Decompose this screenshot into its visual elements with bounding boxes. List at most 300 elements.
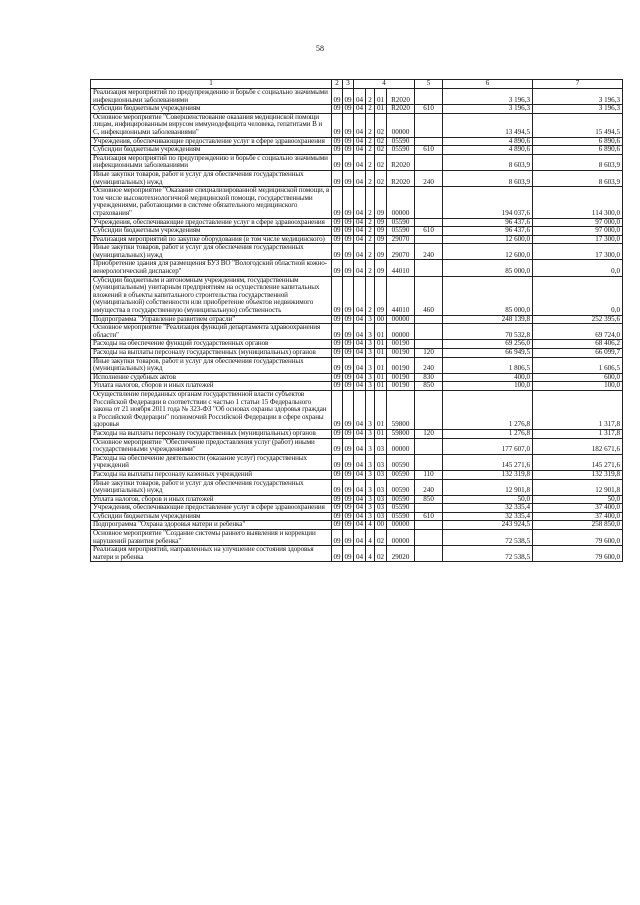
- header-cell-1: 1: [91, 80, 332, 89]
- table-row: [91, 495, 623, 504]
- direction-cell: 00190: [387, 357, 415, 373]
- amount-year2-cell: 1 317,8: [533, 390, 623, 429]
- amount-year2-cell: 100,0: [533, 382, 623, 391]
- subprogram-cell: 3: [366, 495, 375, 504]
- amount-year2-cell: 15 494,5: [533, 113, 623, 137]
- direction-cell: 00000: [387, 315, 415, 324]
- amount-year1-cell: 69 256,0: [443, 340, 533, 349]
- table-row: [91, 340, 623, 349]
- expense-type-cell: 610: [415, 105, 443, 114]
- section-cell: 09: [332, 546, 343, 562]
- subprogram-cell: 2: [366, 276, 375, 315]
- program-cell: 04: [354, 479, 366, 495]
- program-cell: 04: [354, 187, 366, 218]
- subprogram-cell: 3: [366, 438, 375, 454]
- program-cell: 04: [354, 218, 366, 227]
- row-name-cell: Реализация мероприятий по закупке оборудования (в том числе медицинского): [91, 235, 332, 244]
- table-row: [91, 260, 623, 276]
- direction-cell: 05590: [387, 137, 415, 146]
- header-cell-7: 7: [533, 80, 623, 89]
- expense-type-cell: 120: [415, 349, 443, 358]
- subsection-cell: 09: [343, 530, 354, 546]
- subsection-cell: 09: [343, 89, 354, 105]
- subprogram-cell: 3: [366, 324, 375, 340]
- section-cell: 09: [332, 154, 343, 170]
- amount-year2-cell: 132 319,8: [533, 470, 623, 479]
- row-name-cell: Основное мероприятие "Совершенствование оказания медицинской помощи лицам, инфицированным вирусом иммунодефицита человека, гепатитами В и С, инфекционными заболеваниями": [91, 113, 332, 137]
- program-cell: 04: [354, 349, 366, 358]
- amount-year1-cell: 4 890,6: [443, 137, 533, 146]
- table-row: [91, 154, 623, 170]
- section-cell: 09: [333, 235, 341, 243]
- subsection-cell: 09: [344, 348, 352, 356]
- amount-year2-cell: 1 606,5: [533, 357, 623, 373]
- direction-cell: 05590: [387, 227, 415, 236]
- event-cell: 01: [375, 373, 387, 382]
- header-cell-3: 3: [343, 80, 354, 89]
- table-row: [91, 504, 623, 513]
- event-cell: 01: [375, 390, 387, 429]
- amount-year1-cell: 85 000,0: [443, 260, 533, 276]
- direction-cell: R2020: [387, 170, 415, 186]
- direction-cell: 05590: [387, 512, 415, 521]
- expense-type-cell: [415, 324, 443, 340]
- expense-type-cell: 240: [415, 244, 443, 260]
- subsection-cell: 09: [344, 520, 352, 529]
- program-cell: 04: [354, 260, 366, 276]
- amount-year1-cell: 12 901,8: [443, 479, 533, 495]
- section-cell: 09: [333, 339, 341, 348]
- event-cell: 01: [375, 89, 387, 105]
- event-cell: 03: [375, 454, 387, 470]
- table-row: [91, 470, 623, 479]
- amount-year2-cell: 17 300,0: [533, 244, 623, 260]
- subsection-cell: 09: [344, 339, 352, 348]
- amount-year1-cell: 32 335,4: [443, 512, 533, 521]
- amount-year2-cell: 8 603,9: [533, 154, 623, 170]
- row-name-cell: Расходы на обеспечение деятельности (оказание услуг) государственных учреждений: [91, 454, 332, 470]
- expense-type-cell: 830: [415, 373, 443, 382]
- amount-year2-cell: 17 300,0: [533, 235, 623, 244]
- event-cell: 03: [375, 504, 387, 513]
- section-cell: 09: [333, 104, 341, 113]
- event-cell: 02: [375, 530, 387, 546]
- section-cell: 09: [333, 512, 341, 520]
- subprogram-cell: 2: [366, 105, 375, 114]
- budget-table: [90, 79, 623, 562]
- section-cell: 09: [333, 503, 341, 512]
- table-row: [91, 276, 623, 315]
- direction-cell: R2020: [387, 105, 415, 114]
- subsection-cell: 09: [344, 495, 352, 503]
- row-name-cell: Осуществление переданных органам государственной власти субъектов Российской Федерации в соответствии с частью 1 статьи 15 Федерального закона от 21 ноября 2011 года № 323-ФЗ "Об основах охраны здоровья граждан в Российской Федерации" полномочий Российской Федерации в сфере охраны здоровья: [91, 390, 332, 429]
- row-name-cell: Основное мероприятие "Обеспечение предоставления услуг (работ) иными государственными учреждениями": [91, 438, 332, 454]
- table-row: [91, 438, 623, 454]
- expense-type-cell: [415, 438, 443, 454]
- row-name-cell: Исполнение судебных актов: [91, 373, 332, 382]
- subsection-cell: 09: [343, 154, 354, 170]
- event-cell: 09: [375, 235, 387, 244]
- subprogram-cell: 4: [366, 521, 375, 530]
- direction-cell: 00590: [387, 470, 415, 479]
- direction-cell: 59800: [387, 429, 415, 438]
- amount-year2-cell: 37 400,0: [533, 504, 623, 513]
- subsection-cell: 09: [344, 235, 352, 243]
- table-row: [91, 530, 623, 546]
- expense-type-cell: 610: [415, 146, 443, 155]
- program-cell: 04: [354, 340, 366, 349]
- table-row: [91, 429, 623, 438]
- amount-year2-cell: 114 300,0: [533, 187, 623, 218]
- amount-year2-cell: 8 603,9: [533, 170, 623, 186]
- program-cell: 04: [354, 429, 366, 438]
- subprogram-cell: 2: [366, 260, 375, 276]
- row-name-cell: Подпрограмма "Охрана здоровья матери и ребенка": [91, 521, 332, 530]
- program-cell: 04: [354, 438, 366, 454]
- program-cell: 04: [354, 244, 366, 260]
- row-name-cell: Уплата налогов, сборов и иных платежей: [91, 495, 332, 504]
- subprogram-cell: 2: [366, 154, 375, 170]
- expense-type-cell: [415, 315, 443, 324]
- direction-cell: 05590: [387, 146, 415, 155]
- subprogram-cell: 2: [366, 89, 375, 105]
- table-row: [91, 89, 623, 105]
- row-name-cell: Расходы на выплаты персоналу государственных (муниципальных) органов: [91, 429, 332, 438]
- row-name-cell: Приобретение здания для размещения БУЗ ВО "Вологодский областной кожно-венерологический диспансер": [91, 260, 332, 276]
- program-cell: 04: [354, 454, 366, 470]
- program-cell: 04: [354, 227, 366, 236]
- section-cell: 09: [332, 324, 343, 340]
- subsection-cell: 09: [343, 390, 354, 429]
- subsection-cell: 09: [343, 170, 354, 186]
- table-row: [91, 390, 623, 429]
- program-cell: 04: [354, 357, 366, 373]
- subprogram-cell: 3: [366, 382, 375, 391]
- table-row: [91, 235, 623, 244]
- header-row: [91, 80, 623, 89]
- amount-year1-cell: 132 319,8: [443, 470, 533, 479]
- amount-year2-cell: 97 000,0: [533, 218, 623, 227]
- expense-type-cell: [415, 260, 443, 276]
- table-row: [91, 137, 623, 146]
- direction-cell: 44010: [387, 276, 415, 315]
- direction-cell: R2020: [387, 154, 415, 170]
- subsection-cell: 09: [343, 260, 354, 276]
- table-row: [91, 113, 623, 137]
- expense-type-cell: [415, 187, 443, 218]
- section-cell: 09: [332, 113, 343, 137]
- table-row: [91, 521, 623, 530]
- expense-type-cell: [415, 390, 443, 429]
- expense-type-cell: 850: [415, 382, 443, 391]
- table-row: [91, 170, 623, 186]
- subsection-cell: 09: [343, 276, 354, 315]
- expense-type-cell: [415, 504, 443, 513]
- amount-year2-cell: 182 671,6: [533, 438, 623, 454]
- row-name-cell: Учреждения, обеспечивающие предоставление услуг в сфере здравоохранения: [91, 504, 332, 513]
- table-row: [91, 187, 623, 218]
- event-cell: 03: [375, 512, 387, 521]
- table-row: [91, 244, 623, 260]
- section-cell: 09: [333, 145, 341, 154]
- amount-year1-cell: 32 335,4: [443, 504, 533, 513]
- row-name-cell: Реализация мероприятий по предупреждению и борьбе с социально значимыми инфекционными заболеваниями: [91, 89, 332, 105]
- row-name-cell: Расходы на выплаты персоналу казенных учреждений: [91, 470, 332, 479]
- amount-year2-cell: 6 890,6: [533, 137, 623, 146]
- section-cell: 09: [333, 218, 341, 226]
- event-cell: 09: [375, 218, 387, 227]
- amount-year2-cell: 600,0: [533, 373, 623, 382]
- table-row: [91, 512, 623, 521]
- table-row: [91, 382, 623, 391]
- row-name-cell: Основное мероприятие "Создание системы раннего выявления и коррекции нарушений развития ребенка": [91, 530, 332, 546]
- direction-cell: 00000: [387, 113, 415, 137]
- subsection-cell: 09: [343, 324, 354, 340]
- subsection-cell: 09: [343, 438, 354, 454]
- amount-year2-cell: 68 406,2: [533, 340, 623, 349]
- amount-year2-cell: 252 395,6: [533, 315, 623, 324]
- section-cell: 09: [333, 373, 341, 381]
- program-cell: 04: [354, 373, 366, 382]
- subsection-cell: 09: [343, 479, 354, 495]
- amount-year1-cell: 70 532,8: [443, 324, 533, 340]
- subprogram-cell: 3: [366, 479, 375, 495]
- expense-type-cell: [415, 113, 443, 137]
- table-row: [91, 218, 623, 227]
- section-cell: 09: [333, 348, 341, 356]
- row-name-cell: Иные закупки товаров, работ и услуг для обеспечения государственных (муниципальных) нужд: [91, 170, 332, 186]
- expense-type-cell: [415, 546, 443, 562]
- table-row: [91, 349, 623, 358]
- event-cell: 02: [375, 137, 387, 146]
- program-cell: 04: [354, 315, 366, 324]
- program-cell: 04: [354, 382, 366, 391]
- program-cell: 04: [354, 146, 366, 155]
- subsection-cell: 09: [343, 244, 354, 260]
- direction-cell: 00590: [387, 479, 415, 495]
- expense-type-cell: [415, 89, 443, 105]
- amount-year1-cell: 177 607,0: [443, 438, 533, 454]
- subsection-cell: 09: [344, 512, 352, 520]
- direction-cell: 00190: [387, 382, 415, 391]
- expense-type-cell: 460: [415, 276, 443, 315]
- subsection-cell: 09: [344, 315, 352, 323]
- amount-year1-cell: 243 924,5: [443, 521, 533, 530]
- program-cell: 04: [354, 113, 366, 137]
- program-cell: 04: [354, 324, 366, 340]
- row-name-cell: Иные закупки товаров, работ и услуг для обеспечения государственных (муниципальных) нужд: [91, 244, 332, 260]
- row-name-cell: Учреждения, обеспечивающие предоставление услуг в сфере здравоохранения: [91, 137, 332, 146]
- program-cell: 04: [354, 276, 366, 315]
- expense-type-cell: 240: [415, 357, 443, 373]
- subsection-cell: 09: [344, 470, 352, 478]
- event-cell: 09: [375, 276, 387, 315]
- subprogram-cell: 3: [366, 340, 375, 349]
- amount-year2-cell: 97 000,0: [533, 227, 623, 236]
- amount-year1-cell: 3 196,3: [443, 105, 533, 114]
- amount-year1-cell: 145 271,6: [443, 454, 533, 470]
- table-row: [91, 454, 623, 470]
- subprogram-cell: 4: [366, 530, 375, 546]
- amount-year1-cell: 72 538,5: [443, 546, 533, 562]
- event-cell: 03: [375, 495, 387, 504]
- amount-year2-cell: 6 890,6: [533, 146, 623, 155]
- direction-cell: 00000: [387, 530, 415, 546]
- table-row: [91, 357, 623, 373]
- amount-year1-cell: 85 000,0: [443, 276, 533, 315]
- subsection-cell: 09: [344, 104, 352, 113]
- expense-type-cell: 610: [415, 512, 443, 521]
- program-cell: 04: [354, 512, 366, 521]
- amount-year1-cell: 13 494,5: [443, 113, 533, 137]
- amount-year1-cell: 194 037,6: [443, 187, 533, 218]
- event-cell: 02: [375, 546, 387, 562]
- event-cell: 01: [375, 357, 387, 373]
- row-name-cell: Иные закупки товаров, работ и услуг для обеспечения государственных (муниципальных) нужд: [91, 357, 332, 373]
- section-cell: 09: [332, 260, 343, 276]
- direction-cell: 00000: [387, 438, 415, 454]
- row-name-cell: Субсидии бюджетным учреждениям: [91, 512, 332, 521]
- row-name-cell: Основное мероприятие "Оказание специализированной медицинской помощи, в том числе высокотехнологичной медицинской помощи, государственными учреждениями, работающими в системе обязательного медицинского страхования": [91, 187, 332, 218]
- section-cell: 09: [332, 89, 343, 105]
- subsection-cell: 09: [343, 546, 354, 562]
- program-cell: 04: [354, 521, 366, 530]
- subsection-cell: 09: [344, 381, 352, 390]
- event-cell: 01: [375, 382, 387, 391]
- subsection-cell: 09: [344, 137, 352, 145]
- expense-type-cell: 610: [415, 227, 443, 236]
- section-cell: 09: [333, 520, 341, 529]
- subprogram-cell: 3: [366, 454, 375, 470]
- row-name-cell: Субсидии бюджетным учреждениям: [91, 105, 332, 114]
- expense-type-cell: [415, 530, 443, 546]
- section-cell: 09: [332, 479, 343, 495]
- amount-year2-cell: 3 196,3: [533, 89, 623, 105]
- subprogram-cell: 3: [366, 470, 375, 479]
- section-cell: 09: [332, 187, 343, 218]
- subprogram-cell: 2: [366, 187, 375, 218]
- row-name-cell: Учреждения, обеспечивающие предоставление услуг в сфере здравоохранения: [91, 218, 332, 227]
- subsection-cell: 09: [343, 454, 354, 470]
- subprogram-cell: 2: [366, 244, 375, 260]
- amount-year1-cell: 1 806,5: [443, 357, 533, 373]
- direction-cell: 05590: [387, 504, 415, 513]
- subprogram-cell: 3: [366, 512, 375, 521]
- table-row: [91, 227, 623, 236]
- subsection-cell: 09: [344, 226, 352, 235]
- amount-year2-cell: 50,0: [533, 495, 623, 504]
- direction-cell: 29070: [387, 235, 415, 244]
- header-cell-2: 2: [332, 80, 343, 89]
- amount-year2-cell: 0,0: [533, 276, 623, 315]
- subsection-cell: 09: [344, 145, 352, 154]
- section-cell: 09: [333, 495, 341, 503]
- expense-type-cell: [415, 137, 443, 146]
- section-cell: 09: [333, 429, 341, 437]
- program-cell: 04: [354, 89, 366, 105]
- subsection-cell: 09: [343, 357, 354, 373]
- subprogram-cell: 4: [366, 546, 375, 562]
- row-name-cell: Подпрограмма "Управление развитием отрасли": [91, 315, 332, 324]
- expense-type-cell: 240: [415, 479, 443, 495]
- amount-year2-cell: 258 850,0: [533, 521, 623, 530]
- direction-cell: 00190: [387, 340, 415, 349]
- expense-type-cell: [415, 521, 443, 530]
- program-cell: 04: [354, 105, 366, 114]
- section-cell: 09: [333, 226, 341, 235]
- amount-year2-cell: 69 724,0: [533, 324, 623, 340]
- subprogram-cell: 2: [366, 146, 375, 155]
- amount-year1-cell: 50,0: [443, 495, 533, 504]
- direction-cell: 00190: [387, 349, 415, 358]
- subprogram-cell: 2: [366, 227, 375, 236]
- amount-year1-cell: 400,0: [443, 373, 533, 382]
- amount-year1-cell: 248 139,8: [443, 315, 533, 324]
- amount-year2-cell: 79 600,0: [533, 546, 623, 562]
- program-cell: 04: [354, 504, 366, 513]
- section-cell: 09: [332, 357, 343, 373]
- table-row: [91, 479, 623, 495]
- subsection-cell: 09: [344, 503, 352, 512]
- row-name-cell: Иные закупки товаров, работ и услуг для обеспечения государственных (муниципальных) нужд: [91, 479, 332, 495]
- section-cell: 09: [332, 276, 343, 315]
- program-cell: 04: [354, 470, 366, 479]
- program-cell: 04: [354, 137, 366, 146]
- event-cell: 01: [375, 429, 387, 438]
- amount-year1-cell: 1 276,8: [443, 390, 533, 429]
- event-cell: 01: [375, 324, 387, 340]
- section-cell: 09: [332, 390, 343, 429]
- event-cell: 01: [375, 349, 387, 358]
- direction-cell: 00000: [387, 187, 415, 218]
- table-row: [91, 373, 623, 382]
- subsection-cell: 09: [344, 429, 352, 437]
- subprogram-cell: 3: [366, 504, 375, 513]
- expense-type-cell: [415, 454, 443, 470]
- amount-year1-cell: 12 600,0: [443, 235, 533, 244]
- amount-year1-cell: 72 538,5: [443, 530, 533, 546]
- subprogram-cell: 3: [366, 373, 375, 382]
- amount-year2-cell: 37 400,0: [533, 512, 623, 521]
- direction-cell: 29020: [387, 546, 415, 562]
- direction-cell: 29070: [387, 244, 415, 260]
- section-cell: 09: [332, 530, 343, 546]
- header-cell-6: 6: [443, 80, 533, 89]
- amount-year2-cell: 0,0: [533, 260, 623, 276]
- amount-year2-cell: 1 317,8: [533, 429, 623, 438]
- section-cell: 09: [333, 470, 341, 478]
- amount-year1-cell: 96 437,6: [443, 227, 533, 236]
- amount-year1-cell: 100,0: [443, 382, 533, 391]
- row-name-cell: Основное мероприятие "Реализация функций департамента здравоохранения области": [91, 324, 332, 340]
- amount-year1-cell: 4 890,6: [443, 146, 533, 155]
- table-row: [91, 105, 623, 114]
- expense-type-cell: 240: [415, 170, 443, 186]
- subprogram-cell: 2: [366, 170, 375, 186]
- program-cell: 04: [354, 170, 366, 186]
- program-cell: 04: [354, 390, 366, 429]
- section-cell: 09: [333, 137, 341, 145]
- row-name-cell: Субсидии бюджетным и автономным учреждениям, государственным (муниципальным) унитарным предприятиям на осуществление капитальных вложений в объекты капитального строительства государственной (муниципальной) собственности или приобретение объектов недвижимого имущества в государственную (муниципальную) собственность: [91, 276, 332, 315]
- section-cell: 09: [332, 454, 343, 470]
- subprogram-cell: 2: [366, 113, 375, 137]
- event-cell: 09: [375, 260, 387, 276]
- direction-cell: R2020: [387, 89, 415, 105]
- event-cell: 03: [375, 479, 387, 495]
- section-cell: 09: [332, 170, 343, 186]
- direction-cell: 59800: [387, 390, 415, 429]
- event-cell: 02: [375, 113, 387, 137]
